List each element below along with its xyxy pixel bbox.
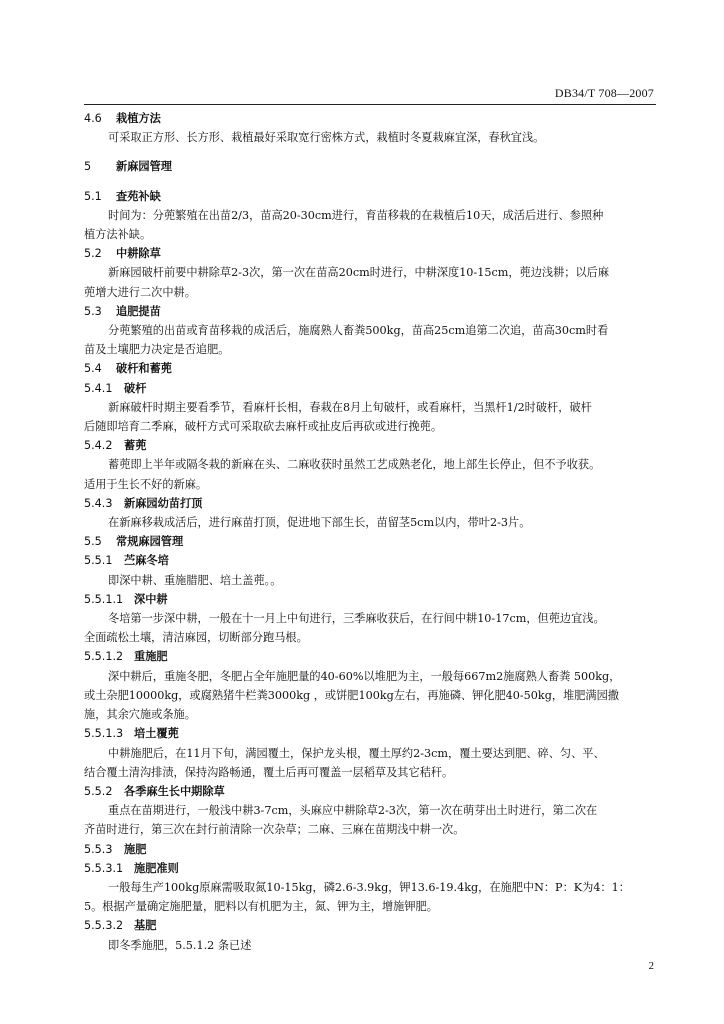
section-heading: [84, 436, 658, 455]
paragraph-line: 5。根据产量确定施肥量，肥料以有机肥为主，氮、钾为主，增施钾肥。: [84, 900, 438, 914]
section-heading: [84, 647, 658, 666]
section-heading: [84, 916, 658, 935]
section-heading: [84, 379, 658, 398]
section-number: 5.5.3.1: [84, 861, 124, 875]
section-number: 5.5.3: [84, 842, 113, 856]
section-heading: [84, 157, 658, 176]
section-number: 5: [84, 160, 92, 174]
section-title: 苎麻冬培: [124, 554, 169, 568]
section-title: 深中耕: [134, 592, 168, 606]
section-number: 5.5.1.2: [84, 650, 124, 664]
section-heading: [84, 590, 658, 609]
document-body: [84, 109, 658, 955]
section-heading: [84, 187, 658, 206]
paragraph-line: 齐苗时进行，第三次在封行前清除一次杂草；二麻、三麻在苗期浅中耕一次。: [84, 823, 465, 837]
section-number: 5.5.1.3: [84, 727, 124, 741]
section-number: 5.5.1.1: [84, 592, 124, 606]
section-title: 施肥: [124, 842, 147, 856]
paragraph-line: 即深中耕、重施腊肥、培土盖蔸。。: [108, 573, 282, 587]
paragraph-line: 分蔸繁殖的出苗或育苗移栽的成活后，施腐熟人畜粪500kg，苗高25cm追第二次追，苗高30cm时看: [108, 324, 609, 338]
header-rule: [84, 104, 656, 105]
section-title: 基肥: [134, 919, 157, 933]
paragraph-line: 新麻园破杆前要中耕除草2-3次，第一次在苗高20cm时进行，中耕深度10-15cm，蔸边浅耕；以后麻: [108, 266, 610, 280]
section-title: 破杆: [124, 381, 147, 395]
paragraph-line: 即冬季施肥，5.5.1.2 条已述: [108, 938, 252, 952]
section-number: 5.4.2: [84, 439, 113, 453]
section-number: 5.1: [84, 189, 102, 203]
section-heading: [84, 859, 658, 878]
section-number: 5.4.3: [84, 496, 113, 510]
section-number: 5.5: [84, 535, 102, 549]
section-number: 5.5.3.2: [84, 919, 124, 933]
section-heading: [84, 840, 658, 859]
section-heading: [84, 244, 658, 263]
paragraph-line: 新麻破杆时期主要看季节，看麻杆长相，春栽在8月上旬破杆，或看麻杆，当黑杆1/2时破杆，破杆: [108, 400, 592, 414]
paragraph-line: 可采取正方形、长方形、栽植最好采取宽行密株方式，栽植时冬夏栽麻宜深，春秋宜浅。: [108, 131, 545, 145]
section-heading: [84, 551, 658, 570]
section-number: 5.4: [84, 362, 102, 376]
paragraph-line: 重点在苗期进行，一般浅中耕3-7cm，头麻应中耕除草2-3次，第一次在萌芽出土时进行，第二次在: [108, 804, 598, 818]
page-number: 2: [648, 960, 654, 972]
section-number: 5.5.2: [84, 784, 113, 798]
section-heading: [84, 724, 658, 743]
section-number: 5.5.1: [84, 554, 113, 568]
paragraph-line: 中耕施肥后，在11月下旬，满园覆土，保护龙头根，覆土厚约2-3cm，覆土要达到肥、碎、匀、平、: [108, 746, 605, 760]
paragraph-line: 施，其余穴施或条施。: [84, 708, 196, 722]
paragraph-line: 蔸增大进行二次中耕。: [84, 285, 196, 299]
paragraph-line: 时间为：分蔸繁殖在出苗2/3，苗高20-30cm进行，育苗移栽的在栽植后10天，成活后进行、参照种: [108, 208, 604, 222]
paragraph-line: 全面疏松土壤，清洁麻园，切断部分跑马根。: [84, 631, 308, 645]
paragraph-line: 后随即培育二季麻，破杆方式可采取砍去麻杆或扯皮后再砍或进行挽蔸。: [84, 420, 443, 434]
section-heading: [84, 359, 658, 378]
section-title: 追肥提苗: [116, 304, 161, 318]
paragraph-line: 或土杂肥10000kg，或腐熟猪牛栏粪3000kg ，或饼肥100kg左右，再施磷、钾化肥40-50kg，堆肥满园撒: [84, 688, 619, 702]
section-heading: [84, 532, 658, 551]
paragraph-line: 深中耕后，重施冬肥，冬肥占全年施肥量的40-60%以堆肥为主，一般每667m2施腐熟人畜粪 500kg，: [108, 669, 621, 683]
section-heading: [84, 109, 658, 128]
paragraph-line: 植方法补缺。: [84, 228, 152, 242]
section-heading: [84, 494, 658, 513]
section-title: 常规麻园管理: [116, 535, 184, 549]
paragraph-line: 一般每生产100kg原麻需吸取氮10-15kg，磷2.6-3.9kg，钾13.6-19.4kg，在施肥中N：P：K为4：1：: [108, 880, 630, 894]
paragraph-line: 适用于生长不好的新麻。: [84, 477, 208, 491]
section-title: 新麻园管理: [116, 160, 172, 174]
section-title: 培土覆蔸: [134, 727, 179, 741]
document-code: DB34/T 708—2007: [554, 86, 654, 100]
section-title: 破杆和蓄蔸: [116, 362, 172, 376]
section-title: 施肥准则: [134, 861, 179, 875]
paragraph-line: 结合覆土清沟排渍，保持沟路畅通，覆土后再可覆盖一层稻草及其它秸秆。: [84, 765, 454, 779]
section-number: 5.4.1: [84, 381, 113, 395]
paragraph-line: 蓄蔸即上半年或隔冬栽的新麻在头、二麻收获时虽然工艺成熟老化，地上部生长停止，但不予收获。: [108, 458, 601, 472]
section-heading: [84, 302, 658, 321]
section-number: 5.2: [84, 247, 102, 261]
section-title: 新麻园幼苗打顶: [124, 496, 203, 510]
paragraph-line: 在新麻移栽成活后，进行麻苗打顶，促进地下部生长，苗留茎5cm以内，带叶2-3片。: [108, 516, 531, 530]
section-number: 4.6: [84, 112, 102, 125]
section-title: 重施肥: [134, 650, 168, 664]
section-number: 5.3: [84, 304, 102, 318]
paragraph-line: 冬培第一步深中耕，一般在十一月上中旬进行，三季麻收获后，在行间中耕10-17cm，但蔸边宜浅。: [108, 612, 605, 626]
section-title: 查苑补缺: [116, 189, 161, 203]
section-title: 蓄蔸: [124, 439, 147, 453]
section-title: 中耕除草: [116, 247, 161, 261]
section-title: 栽植方法: [116, 112, 161, 125]
section-heading: [84, 782, 658, 801]
paragraph-line: 苗及土壤肥力决定是否追肥。: [84, 343, 230, 357]
section-title: 各季麻生长中期除草: [124, 784, 225, 798]
